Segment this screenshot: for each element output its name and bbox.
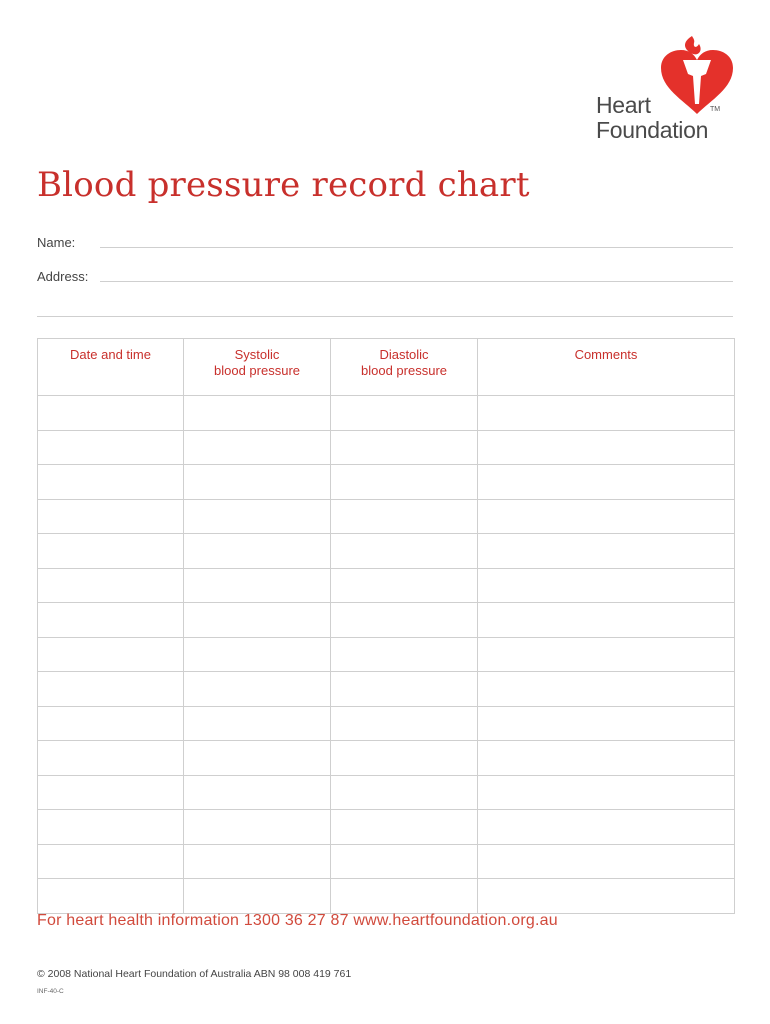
cell-comments[interactable] [478,603,735,638]
cell-systolic[interactable] [184,810,331,845]
cell-diastolic[interactable] [331,465,478,500]
cell-comments[interactable] [478,396,735,431]
logo-text-heart: Heart [596,92,651,118]
cell-comments[interactable] [478,499,735,534]
cell-date-time[interactable] [38,810,184,845]
cell-systolic[interactable] [184,672,331,707]
table-row [38,534,735,569]
table-row [38,637,735,672]
cell-date-time[interactable] [38,603,184,638]
address-field[interactable] [100,281,733,282]
table-row [38,672,735,707]
header-comments: Comments [478,339,735,396]
cell-comments[interactable] [478,844,735,879]
cell-diastolic[interactable] [331,637,478,672]
cell-systolic[interactable] [184,568,331,603]
cell-systolic[interactable] [184,879,331,914]
cell-date-time[interactable] [38,568,184,603]
cell-comments[interactable] [478,706,735,741]
copyright-notice: © 2008 National Heart Foundation of Australia ABN 98 008 419 761 [37,968,352,980]
cell-diastolic[interactable] [331,844,478,879]
cell-comments[interactable] [478,879,735,914]
cell-systolic[interactable] [184,396,331,431]
logo-text-foundation: Foundation [596,117,709,143]
cell-systolic[interactable] [184,534,331,569]
cell-date-time[interactable] [38,534,184,569]
cell-comments[interactable] [478,430,735,465]
cell-systolic[interactable] [184,465,331,500]
cell-date-time[interactable] [38,465,184,500]
cell-date-time[interactable] [38,741,184,776]
cell-comments[interactable] [478,741,735,776]
cell-comments[interactable] [478,568,735,603]
cell-diastolic[interactable] [331,603,478,638]
table-row [38,568,735,603]
cell-comments[interactable] [478,465,735,500]
cell-systolic[interactable] [184,603,331,638]
address-field-line-2[interactable] [37,316,733,317]
table-row [38,844,735,879]
cell-diastolic[interactable] [331,396,478,431]
cell-diastolic[interactable] [331,741,478,776]
cell-comments[interactable] [478,534,735,569]
cell-systolic[interactable] [184,741,331,776]
cell-diastolic[interactable] [331,672,478,707]
name-label: Name: [37,235,76,250]
header-date-time: Date and time [38,339,184,396]
footer-health-info: For heart health information 1300 36 27 87 www.heartfoundation.org.au [37,912,558,929]
table-row [38,879,735,914]
cell-systolic[interactable] [184,430,331,465]
heart-foundation-logo [596,34,736,144]
cell-date-time[interactable] [38,396,184,431]
address-label: Address: [37,269,89,284]
cell-date-time[interactable] [38,706,184,741]
cell-systolic[interactable] [184,706,331,741]
cell-date-time[interactable] [38,430,184,465]
table-row [38,775,735,810]
cell-diastolic[interactable] [331,810,478,845]
table-row [38,499,735,534]
cell-diastolic[interactable] [331,706,478,741]
page-title: Blood pressure record chart [37,165,530,205]
cell-diastolic[interactable] [331,568,478,603]
header-systolic: Systolic blood pressure [184,339,331,396]
cell-comments[interactable] [478,810,735,845]
table-header-row [38,339,735,396]
cell-date-time[interactable] [38,775,184,810]
cell-date-time[interactable] [38,844,184,879]
cell-comments[interactable] [478,637,735,672]
table-row [38,741,735,776]
cell-diastolic[interactable] [331,879,478,914]
cell-systolic[interactable] [184,499,331,534]
record-table [37,338,735,914]
cell-diastolic[interactable] [331,430,478,465]
cell-systolic[interactable] [184,844,331,879]
cell-diastolic[interactable] [331,534,478,569]
table-row [38,396,735,431]
cell-systolic[interactable] [184,775,331,810]
table-row [38,603,735,638]
heart-torch-icon [659,34,735,114]
cell-systolic[interactable] [184,637,331,672]
table-row [38,810,735,845]
form-code: INF-40-C [37,988,64,995]
name-field[interactable] [100,247,733,248]
cell-diastolic[interactable] [331,775,478,810]
cell-date-time[interactable] [38,637,184,672]
cell-date-time[interactable] [38,879,184,914]
cell-comments[interactable] [478,672,735,707]
cell-date-time[interactable] [38,499,184,534]
table-row [38,465,735,500]
cell-date-time[interactable] [38,672,184,707]
header-diastolic: Diastolic blood pressure [331,339,478,396]
trademark-mark: TM [710,106,721,113]
cell-diastolic[interactable] [331,499,478,534]
table-row [38,706,735,741]
cell-comments[interactable] [478,775,735,810]
table-row [38,430,735,465]
